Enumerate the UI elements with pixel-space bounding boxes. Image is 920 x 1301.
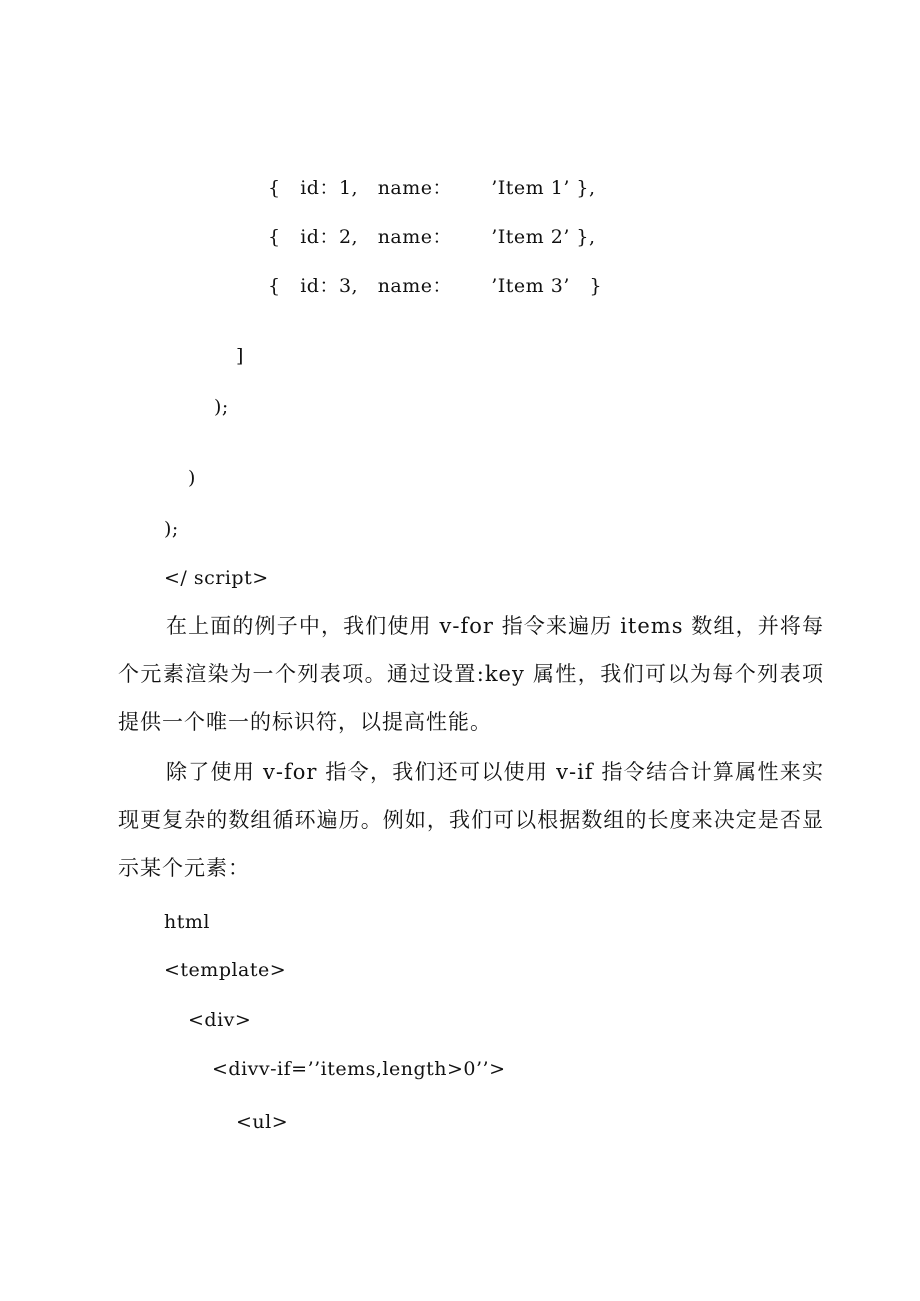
code-line-item-2: { id：2, name： ’Item 2’ }, (268, 226, 596, 248)
code-line-item-3: { id：3, name： ’Item 3’ } (268, 275, 603, 297)
code-line-close-paren: ) (188, 467, 196, 489)
code-line-close-paren-semicolon: ); (214, 396, 229, 418)
paragraph-1: 在上面的例子中，我们使用 v-for 指令来遍历 items 数组，并将每个元素渲染为一个列表项。通过设置:key 属性，我们可以为每个列表项提供一个唯一的标识符，以提高性能。 (118, 614, 824, 734)
code-line-item-1: { id：1, name： ’Item 1’ }, (268, 177, 596, 199)
code-lang-label: html (164, 911, 210, 933)
code-line-template-open: <template> (164, 959, 287, 981)
code-line-close-paren-semicolon-outer: ); (164, 518, 179, 540)
paragraph-2: 除了使用 v-for 指令，我们还可以使用 v-if 指令结合计算属性来实现更复杂的数组循环遍历。例如，我们可以根据数组的长度来决定是否显示某个元素： (118, 760, 824, 880)
code-line-script-close: </ script> (164, 567, 269, 589)
code-line-close-bracket: ] (236, 345, 244, 367)
code-line-ul-open: <ul> (236, 1111, 289, 1133)
code-line-div-open: <div> (188, 1009, 252, 1031)
code-line-div-if: <divv-if=’’items,length>0’’> (212, 1058, 506, 1080)
